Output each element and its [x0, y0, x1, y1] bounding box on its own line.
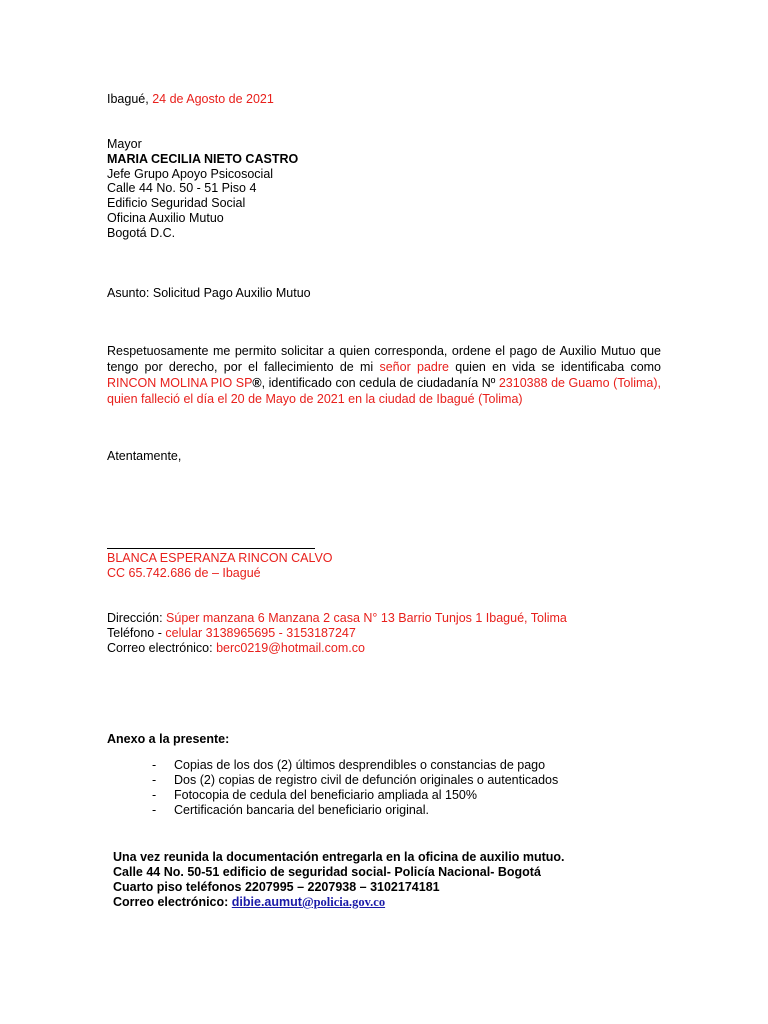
- recipient-line: Edificio Seguridad Social: [107, 196, 246, 210]
- footer-email-domain: @policia.gov.co: [301, 895, 386, 909]
- footer-email-line: [113, 895, 565, 910]
- body-paragraph: [107, 343, 661, 407]
- date-text: 24 de Agosto de 2021: [152, 92, 274, 106]
- footer-instructions: [113, 850, 565, 910]
- address-value: Súper manzana 6 Manzana 2 casa N° 13 Barrio Tunjos 1 Ibagué, Tolima: [166, 611, 567, 625]
- recipient-line: Bogotá D.C.: [107, 226, 176, 240]
- address-label: Dirección:: [107, 611, 167, 625]
- email-value: berc0219@hotmail.com.co: [216, 641, 365, 655]
- relation-text: señor padre: [379, 360, 449, 374]
- recipient-line: Calle 44 No. 50 - 51 Piso 4: [107, 181, 257, 195]
- registered-mark: ®: [252, 376, 262, 390]
- email-line: [107, 641, 365, 656]
- deceased-details: 2310388 de Guamo (Tolima), quien falleció el día el 20 de Mayo de 2021 en la ciudad de Ibagué (Tolima): [107, 376, 661, 406]
- annex-item-text: Dos (2) copias de registro civil de defunción originales o autenticados: [174, 773, 559, 787]
- date-line: [107, 92, 274, 107]
- subject-line: Asunto: Solicitud Pago Auxilio Mutuo: [107, 286, 311, 300]
- footer-email-label: Correo electrónico:: [113, 895, 232, 909]
- email-label: Correo electrónico:: [107, 641, 217, 655]
- footer-email-user: dibie.aumut: [231, 895, 302, 909]
- annex-item-text: Fotocopia de cedula del beneficiario ampliada al 150%: [174, 788, 477, 802]
- annex-item-text: Certificación bancaria del beneficiario original.: [174, 803, 429, 817]
- bullet-dash: -: [152, 758, 157, 772]
- annex-heading: Anexo a la presente:: [107, 732, 230, 746]
- recipient-line: Oficina Auxilio Mutuo: [107, 211, 224, 225]
- phone-line: [107, 626, 356, 641]
- body-text: Respetuosamente me permito solicitar a quien corresponda, ordene el pago de Auxilio Mutuo que tengo por derecho, por el fallecimiento de mi: [107, 344, 661, 374]
- deceased-name: RINCON MOLINA PIO SP: [107, 376, 253, 390]
- footer-email-link[interactable]: [232, 895, 385, 909]
- recipient-line: Jefe Grupo Apoyo Psicosocial: [107, 167, 274, 181]
- body-text: , identificado con cedula de ciudadanía Nº: [261, 376, 499, 390]
- footer-line: Calle 44 No. 50-51 edificio de seguridad social- Policía Nacional- Bogotá: [113, 865, 541, 879]
- closing-text: Atentamente,: [107, 449, 182, 463]
- phone-value: celular 3138965695 - 3153187247: [165, 626, 356, 640]
- city-text: Ibagué,: [107, 92, 149, 106]
- bullet-dash: -: [152, 788, 157, 802]
- phone-label: Teléfono -: [107, 626, 166, 640]
- signature-line: [107, 548, 315, 549]
- footer-line: Una vez reunida la documentación entregarla en la oficina de auxilio mutuo.: [113, 850, 565, 864]
- annex-item-text: Copias de los dos (2) últimos desprendibles o constancias de pago: [174, 758, 546, 772]
- body-text: quien en vida se identificaba como: [449, 360, 662, 374]
- address-line: [107, 611, 567, 626]
- recipient-title: Mayor: [107, 137, 142, 151]
- signer-name: BLANCA ESPERANZA RINCON CALVO: [107, 551, 333, 565]
- bullet-dash: -: [152, 773, 157, 787]
- signer-id: CC 65.742.686 de – Ibagué: [107, 566, 261, 580]
- recipient-name: MARIA CECILIA NIETO CASTRO: [107, 152, 299, 166]
- bullet-dash: -: [152, 803, 157, 817]
- footer-line: Cuarto piso teléfonos 2207995 – 2207938 – 3102174181: [113, 880, 440, 894]
